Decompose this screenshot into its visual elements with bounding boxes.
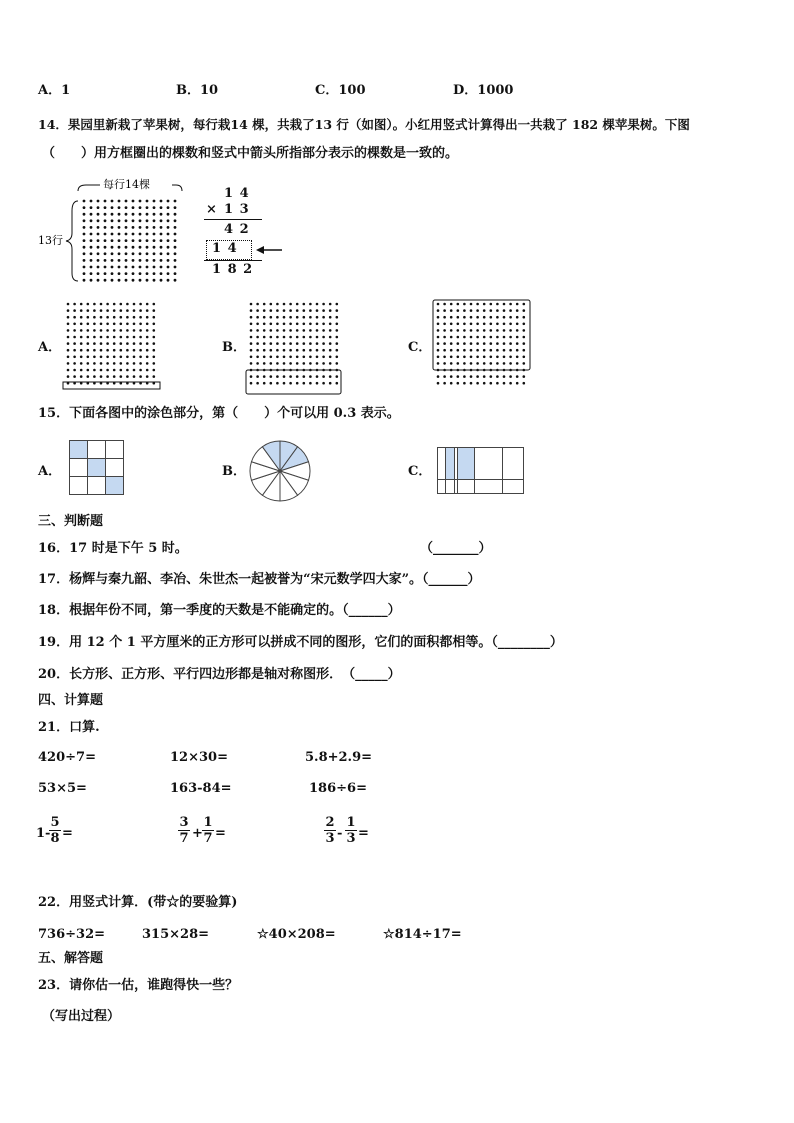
calc-partial-2: 1 4 [212,241,238,256]
q14-text-line2: （ ）用方框圈出的棵数和竖式中箭头所指部分表示的棵数是一致的。 [42,146,459,161]
q22-title: 22．用竖式计算．(带☆的要验算) [38,895,238,910]
q22-item: ☆40×208= [257,927,336,942]
q13-option-c: C．100 [315,83,366,98]
section-3-heading: 三、判断题 [38,514,104,529]
q14-option-c-figure [432,298,532,393]
q15-option-a-label: A． [38,464,62,479]
q21-item: 12×30= [170,750,228,765]
calc-multiplier: 1 3 [224,202,250,217]
q15-text: 15．下面各图中的涂色部分，第（ ）个可以用 0.3 表示。 [38,406,400,421]
calc-sum: 1 8 2 [212,262,254,277]
rows-label: 13行 [38,234,63,247]
per-row-label: 每行14棵 [103,178,150,191]
section-4-heading: 四、计算题 [38,693,104,708]
q14-orchard-figure [38,175,238,285]
orchard-dot-grid [83,200,177,282]
q14-option-a-label: A． [38,340,62,355]
calc-times-sign: × [206,202,217,217]
q15-strip-c [436,446,528,494]
calc-partial-1: 4 2 [224,222,250,237]
q16-answer-blank[interactable]: （_______） [420,541,492,556]
q21-item: 163-84= [170,781,232,796]
q15-grid-a [69,440,129,498]
q14-option-a-figure [62,298,162,393]
q22-item: ☆814÷17= [383,927,462,942]
q15-option-b-label: B． [222,464,246,479]
q14-text-line1: 14．果园里新栽了苹果树，每行栽14 棵，共栽了13 行（如图）。小红用竖式计算得出一共栽了 182 棵苹果树。下图 [38,117,690,132]
q13-option-a: A．1 [38,83,71,98]
q13-option-d: D．1000 [453,83,514,98]
q15-option-c-label: C． [408,464,432,479]
q20-text: 20．长方形、正方形、平行四边形都是轴对称图形． （_____） [38,667,401,682]
q14-option-b-label: B． [222,340,246,355]
q15-circle-figure [248,439,312,503]
q21-item: 420÷7= [38,750,96,765]
arrow-left-icon [256,244,286,256]
q23-note: （写出过程） [42,1009,121,1024]
q17-text: 17．杨辉与秦九韶、李冶、朱世杰一起被誉为“宋元数学四大家”。（______） [38,572,481,587]
q23-text: 23．请你估一估，谁跑得快一些？ [38,978,239,993]
q14-option-c-label: C． [408,340,432,355]
q21-item: 5.8+2.9= [305,750,373,765]
q19-text: 19．用 12 个 1 平方厘米的正方形可以拼成不同的图形，它们的面积都相等。（________） [38,635,563,650]
q21-item: 53×5= [38,781,87,796]
calc-multiplicand: 1 4 [224,186,250,201]
q22-item: 736÷32= [38,927,106,942]
section-5-heading: 五、解答题 [38,951,104,966]
q13-option-b: B．10 [176,83,219,98]
q21-title: 21．口算. [38,720,100,735]
q18-text: 18．根据年份不同，第一季度的天数是不能确定的。（______） [38,603,401,618]
q22-item: 315×28= [142,927,210,942]
q21-item: 186÷6= [309,781,367,796]
q16-text: 16．17 时是下午 5 时。 [38,541,188,556]
q14-option-b-figure [245,298,345,396]
